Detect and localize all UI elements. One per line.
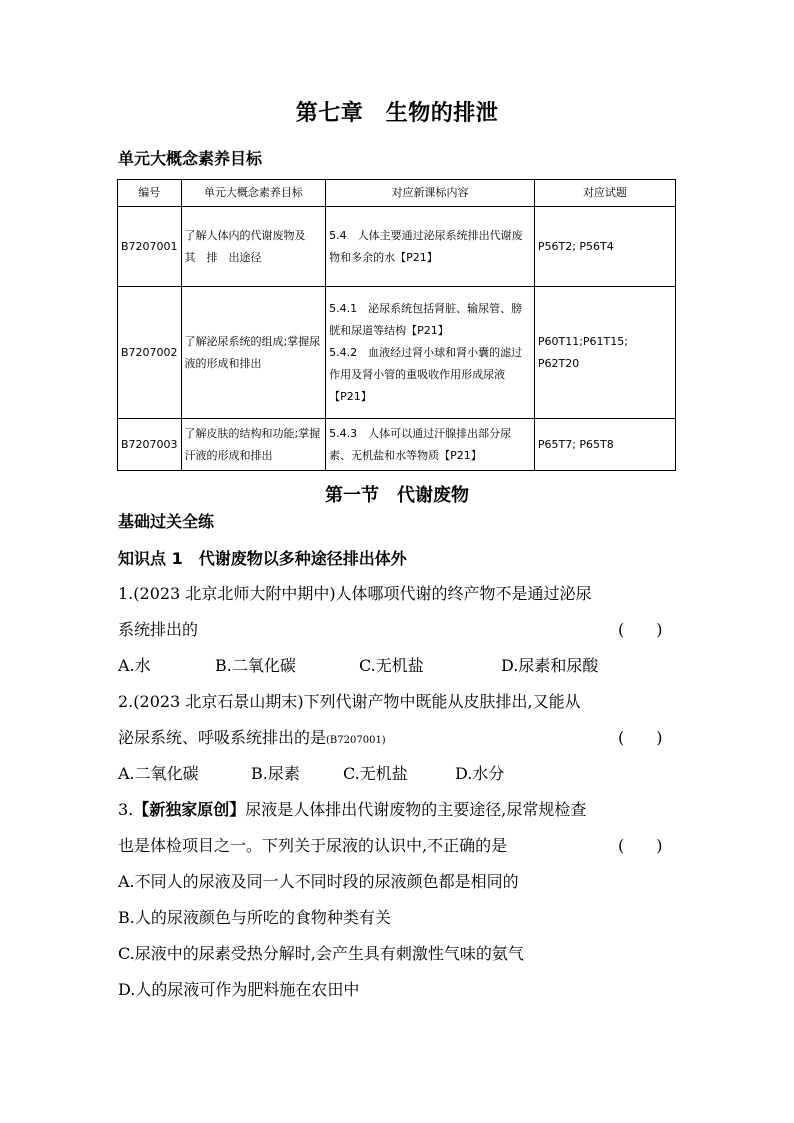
option-c: C.尿液中的尿素受热分解时,会产生具有刺激性气味的氨气 <box>118 944 524 963</box>
question-code: (B7207001) <box>326 735 386 746</box>
row-content <box>326 287 535 419</box>
option-c: C.无机盐 <box>343 764 408 783</box>
row-goal: 了解人体内的代谢废物及 其 排 出途径 <box>181 207 326 287</box>
goals-table <box>117 179 676 471</box>
row-id: B7207002 <box>118 287 182 419</box>
row-goal: 了解泌尿系统的组成;掌握尿液的形成和排出 <box>181 287 326 419</box>
answer-bracket: ( ) <box>618 728 663 747</box>
row-content: 5.4 人体主要通过泌尿系统排出代谢废物和多余的水【P21】 <box>326 207 535 287</box>
section-title: 第一节 代谢废物 <box>325 485 469 506</box>
header-content: 对应新课标内容 <box>326 180 535 207</box>
header-id: 编号 <box>118 180 182 207</box>
content-item: 5.4.1 泌尿系统包括肾脏、输尿管、膀胱和尿道等结构【P21】 <box>329 301 523 337</box>
unit-heading: 单元大概念素养目标 <box>118 149 263 168</box>
row-content: 5.4.3 人体可以通过汗腺排出部分尿素、无机盐和水等物质【P21】 <box>326 419 535 471</box>
option-d: D.人的尿液可作为肥料施在农田中 <box>118 980 360 999</box>
question-1-line: 1.(2023 北京北师大附中期中)人体哪项代谢的终产物不是通过泌尿 <box>118 584 592 603</box>
table-row <box>118 207 676 287</box>
answer-bracket: ( ) <box>618 620 663 639</box>
option-b: B.人的尿液颜色与所吃的食物种类有关 <box>118 908 391 927</box>
question-1-line: 系统排出的 ( ) <box>118 612 688 648</box>
question-2-line: 2.(2023 北京石景山期末)下列代谢产物中既能从皮肤排出,又能从 <box>118 692 581 711</box>
question-2-options <box>118 756 688 792</box>
content-item: 5.4.2 血液经过肾小球和肾小囊的滤过作用及肾小管的重吸收作用形成尿液【P21】 <box>329 345 523 403</box>
table-header-row <box>118 180 676 207</box>
option-a: A.水 <box>118 656 151 675</box>
row-questions: P56T2; P56T4 <box>534 207 675 287</box>
table-row <box>118 287 676 419</box>
header-questions: 对应试题 <box>534 180 675 207</box>
question-list <box>118 576 688 1008</box>
practice-heading: 基础过关全练 <box>118 512 215 531</box>
row-id: B7207003 <box>118 419 182 471</box>
original-tag: 【新独家原创】 <box>133 800 246 819</box>
option-b: B.尿素 <box>251 764 300 783</box>
option-d: D.水分 <box>455 764 505 783</box>
option-a: A.不同人的尿液及同一人不同时段的尿液颜色都是相同的 <box>118 872 519 891</box>
row-questions: P65T7; P65T8 <box>534 419 675 471</box>
question-3-line: 也是体检项目之一。下列关于尿液的认识中,不正确的是 ( ) <box>118 828 688 864</box>
row-goal: 了解皮肤的结构和功能;掌握汗液的形成和排出 <box>181 419 326 471</box>
header-goal: 单元大概念素养目标 <box>181 180 326 207</box>
question-1-options <box>118 648 688 684</box>
row-id: B7207001 <box>118 207 182 287</box>
chapter-title: 第七章 生物的排泄 <box>295 101 499 126</box>
option-c: C.无机盐 <box>359 656 424 675</box>
row-questions: P60T11;P61T15; P62T20 <box>534 287 675 419</box>
option-a: A.二氧化碳 <box>118 764 199 783</box>
question-3-line: 3.【新独家原创】尿液是人体排出代谢废物的主要途径,尿常规检查 <box>118 800 587 819</box>
question-2-line: 泌尿系统、呼吸系统排出的是(B7207001) ( ) <box>118 720 688 756</box>
option-b: B.二氧化碳 <box>215 656 296 675</box>
answer-bracket: ( ) <box>618 836 663 855</box>
knowledge-point: 知识点 1 代谢废物以多种途径排出体外 <box>118 549 407 568</box>
option-d: D.尿素和尿酸 <box>501 656 599 675</box>
table-row <box>118 419 676 471</box>
